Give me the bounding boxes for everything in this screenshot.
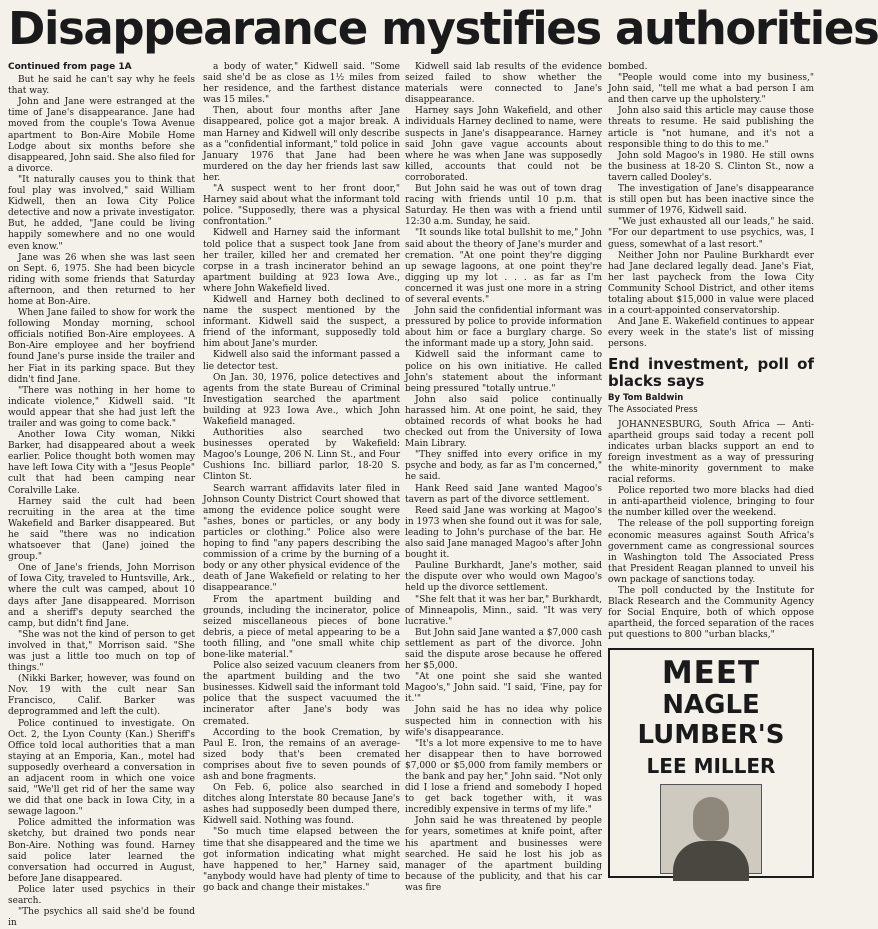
paragraph: Kidwell and Harney both declined to name the suspect mentioned by the informant. Kidwell said the suspect, a friend of the informant, supposedly told him about Jane's murder. xyxy=(203,294,400,350)
paragraph: "She was not the kind of person to get involved in that," Morrison said. "She was just a little too much on top of things." xyxy=(8,629,195,674)
paragraph: "It naturally causes you to think that foul play was involved," said William Kidwell, then an Iowa City Police detective and now a private investigator. But, he added, "Jane could be living happily somewhere and no one would even know." xyxy=(8,174,195,252)
portrait-head xyxy=(693,797,729,841)
paragraph: John said he was threatened by people for years, sometimes at knife point, after his apartment and businesses were searched. He said he lost his job as manager of the apartment building because of the publicity, and that his car was fire xyxy=(405,816,602,893)
paragraph: Police continued to investigate. On Oct. 2, the Lyon County (Kan.) Sheriff's Office told local authorities that a man staying at an Emporia, Kan., motel had supposedly overheard a conversation in an adjacent room in which one voice said, "We'll get rid of her the same way we did that one back in Iowa City, in a sewage lagoon." xyxy=(8,718,195,818)
paragraph: "We just exhausted all our leads," he said. "For our department to use psychics, was, I guess, somewhat of a last resort." xyxy=(608,217,814,250)
paragraph: Reed said Jane was working at Magoo's in 1973 when she found out it was for sale, leading to John's purchase of the bar. He also said Jane managed Magoo's after John bought it. xyxy=(405,505,602,561)
paragraph: But John said he was out of town drag racing with friends until 10 p.m. that Saturday. He then was with a friend until 12:30 a.m. Sunday, he said. xyxy=(405,184,602,228)
paragraph: "It's a lot more expensive to me to have her disappear then to have borrowed $7,000 or $5,000 from family members or the bank and pay her," John said. "Not only did I lose a friend and somebody I hoped to get back together with, it was incredibly expensive in terms of my life." xyxy=(405,738,602,816)
ad-line-2: NAGLE xyxy=(662,689,760,720)
paragraph: Kidwell said the informant came to police on his own initiative. He called John's statement about the informant being pressured "totally untrue." xyxy=(405,350,602,394)
paragraph: Authorities also searched two businesses operated by Wakefield: Magoo's Lounge, 206 N. Linn St., and Four Cushions Inc. billiard parlor, 18-20 S. Clinton St. xyxy=(203,428,400,483)
paragraph: The investigation of Jane's disappearance is still open but has been inactive since the summer of 1976, Kidwell said. xyxy=(608,184,814,217)
paragraph: On Feb. 6, police also searched in ditches along Interstate 80 because Jane's ashes had supposedly been dumped there, Kidwell said. Nothing was found. xyxy=(203,783,400,827)
paragraph: John said he has no idea why police suspected him in connection with his wife's disappearance. xyxy=(405,705,602,738)
paragraph: The poll conducted by the Institute for Black Research and the Community Agency for Social Enquire, both of which oppose apartheid, the forced separation of the races put questions to 800 "urban blacks," xyxy=(608,586,814,641)
continuation-kicker: Continued from page 1A xyxy=(8,62,132,72)
paragraph: Neither John nor Pauline Burkhardt ever had Jane declared legally dead. Jane's Fiat, her last paycheck from the Iowa City Community School District, and other items totaling about $15,000 in value were placed in a court-appointed conservatorship. xyxy=(608,250,814,317)
paragraph: "There was nothing in her home to indicate violence," Kidwell said. "It would appear that she had just left the trailer and was going to come back." xyxy=(8,385,195,429)
paragraph: Police also seized vacuum cleaners from the apartment building and the two businesses. Kidwell said the informant told police that the suspect vacuumed the incinerator after Jane's body was cremated. xyxy=(203,661,400,727)
paragraph: "So much time elapsed between the time that she disappeared and the time we got information indicating what might have happened to her," Harney said, "anybody would have had plenty of time to go back and change their mistakes." xyxy=(203,827,400,893)
column-1 xyxy=(8,62,195,929)
paragraph: Hank Reed said Jane wanted Magoo's tavern as part of the divorce settlement. xyxy=(405,483,602,505)
paragraph: Police admitted the information was sketchy, but drained two ponds near Bon-Aire. Nothing was found. Harney said police later learned the conversation had occurred in August, before Jane disappeared. xyxy=(8,818,195,884)
paragraph: Harney said the cult had been recruiting in the area at the time Wakefield and Barker disappeared. But he said "there was no indication whatsoever that (Jane) joined the group." xyxy=(8,496,195,563)
paragraph: (Nikki Barker, however, was found on Nov. 19 with the cult near San Francisco, Calif. Barker was deprogrammed and left the cult). xyxy=(8,674,195,718)
paragraph: "At one point she said she wanted Magoo's," John said. "I said, 'Fine, pay for it.'" xyxy=(405,672,602,705)
paragraph: Harney says John Wakefield, and other individuals Harney declined to name, were suspects in Jane's disappearance. Harney said John gave vague accounts about where he was when Jane was supposedly killed, accounts that could not be corroborated. xyxy=(405,106,602,183)
paragraph: From the apartment building and grounds, including the incinerator, police seized miscellaneous pieces of bone debris, a piece of metal appearing to be a tooth filling, and "one small white chip bone-like material." xyxy=(203,594,400,660)
paragraph: And Jane E. Wakefield continues to appear every week in the state's list of missing persons. xyxy=(608,317,814,350)
paragraph: Then, about four months after Jane disappeared, police got a major break. A man Harney and Kidwell will only describe as a "confidential informant," told police in January 1976 that Jane had been murdered on the day her friends last saw her. xyxy=(203,106,400,183)
paragraph: But John said Jane wanted a $7,000 cash settlement as part of the divorce. John said the dispute arose because he offered her $5,000. xyxy=(405,627,602,672)
paragraph: a body of water," Kidwell said. "Some said she'd be as close as 1½ miles from her residence, and the farthest distance was 15 miles." xyxy=(203,62,400,106)
paragraph: Police later used psychics in their search. xyxy=(8,884,195,907)
paragraph: John sold Magoo's in 1980. He still owns the business at 18-20 S. Clinton St., now a tavern called Dooley's. xyxy=(608,150,814,183)
paragraph: John said the confidential informant was pressured by police to provide information about him or face a burglary charge. So the informant made up a story, John said. xyxy=(405,306,602,350)
paragraph: When Jane failed to show for work the following Monday morning, school officials notified Bon-Aire employees. A Bon-Aire employee and her boyfriend found Jane's purse inside the trailer and her Fiat in its parking space. But they didn't find Jane. xyxy=(8,308,195,385)
paragraph: "They sniffed into every orifice in my psyche and body, as far as I'm concerned," he said. xyxy=(405,450,602,483)
paragraph: "People would come into my business," John said, "tell me what a bad person I am and then carve up the upholstery." xyxy=(608,73,814,106)
paragraph: John and Jane were estranged at the time of Jane's disappearance. Jane had moved from the couple's Towa Avenue apartment to Bon-Aire Mobile Home Lodge about six months before she disappeared, John said. She also filed for a divorce. xyxy=(8,97,195,174)
story2-agency: The Associated Press xyxy=(608,404,698,415)
paragraph: One of Jane's friends, John Morrison of Iowa City, traveled to Huntsville, Ark., where the cult was camped, about 10 days after Jane disappeared. Morrison and a sheriff's deputy searched the camp, but didn't find Jane. xyxy=(8,563,195,629)
column-3 xyxy=(405,62,602,893)
paragraph: John also said police continually harassed him. At one point, he said, they obtained records of what books he had checked out from the University of Iowa Main Library. xyxy=(405,394,602,450)
paragraph: The release of the poll supporting foreign economic measures against South Africa's government came as congressional sources in Washington told The Associated Press that President Reagan planned to unveil his own package of sanctions today. xyxy=(608,519,814,585)
story2-byline: By Tom Baldwin xyxy=(608,393,684,404)
paragraph: But he said he can't say why he feels that way. xyxy=(8,75,195,97)
paragraph: According to the book Cremation, by Paul E. Iron, the remains of an average-sized body that's been cremated comprises about five to seven pounds of ash and bone fragments. xyxy=(203,727,400,782)
paragraph: Kidwell also said the informant passed a lie detector test. xyxy=(203,350,400,372)
ad-line-3: LUMBER'S xyxy=(637,719,785,750)
advertisement xyxy=(608,648,814,878)
paragraph: Jane was 26 when she was last seen on Sept. 6, 1975. She had been bicycle riding with some friends that Saturday afternoon, and then returned to her home at Bon-Aire. xyxy=(8,252,195,307)
paragraph: Pauline Burkhardt, Jane's mother, said the dispute over who would own Magoo's held up the divorce settlement. xyxy=(405,561,602,594)
column-2 xyxy=(203,62,400,893)
paragraph: "She felt that it was her bar," Burkhardt, of Minneapolis, Minn., said. "It was very lucrative." xyxy=(405,594,602,627)
paragraph: John also said this article may cause those threats to resume. He said publishing the article is "not humane, and it's not a responsible thing to do this to me." xyxy=(608,106,814,150)
paragraph: "The psychics all said she'd be found in xyxy=(8,907,195,929)
paragraph: bombed. xyxy=(608,62,648,72)
paragraph: Police reported two more blacks had died in anti-apartheid violence, bringing to four the number killed over the weekend. xyxy=(608,486,814,519)
paragraph: On Jan. 30, 1976, police detectives and agents from the state Bureau of Criminal Investigation searched the apartment building at 923 Iowa Ave., which John Wakefield managed. xyxy=(203,372,400,427)
ad-line-1: MEET xyxy=(661,654,761,691)
paragraph: Kidwell said lab results of the evidence seized failed to show whether the materials were connected to Jane's disappearance. xyxy=(405,62,602,106)
column-4 xyxy=(608,62,814,877)
headline: Disappearance mystifies authorities xyxy=(8,2,878,55)
ad-line-4: LEE MILLER xyxy=(646,753,776,778)
story2-headline: End investment, poll of blacks says xyxy=(608,355,814,391)
paragraph: Another Iowa City woman, Nikki Barker, had disappeared about a week earlier. Police thought both women may have left Iowa City with a "Jesus People" cult that had been camping near Coralville Lake. xyxy=(8,430,195,496)
portrait-shoulders xyxy=(673,841,749,881)
paragraph: Kidwell and Harney said the informant told police that a suspect took Jane from her trailer, killed her and cremated her corpse in a trash incinerator behind an apartment building at 923 Iowa Ave., where John Wakefield lived. xyxy=(203,228,400,294)
paragraph: JOHANNESBURG, South Africa — Anti-apartheid groups said today a recent poll indicates urban blacks support an end to foreign investment as a way of pressuring the white-minority government to make racial reforms. xyxy=(608,419,814,486)
paragraph: "It sounds like total bullshit to me," John said about the theory of Jane's murder and cremation. "At one point they're digging up sewage lagoons, at one point they're digging up my lot . . . as far as I'm concerned it was just one more in a string of several events." xyxy=(405,228,602,305)
paragraph: Search warrant affidavits later filed in Johnson County District Court showed that among the evidence police sought were "ashes, bones or particles, or any body particles or clothing." Police also were hoping to find "any papers describing the commission of a crime by the burning of a body or any other physical evidence of the death of Jane Wakefield or relating to her disappearance." xyxy=(203,483,400,594)
paragraph: "A suspect went to her front door," Harney said about what the informant told police. "Supposedly, there was a physical confrontation." xyxy=(203,184,400,228)
portrait-photo-icon xyxy=(660,784,762,874)
